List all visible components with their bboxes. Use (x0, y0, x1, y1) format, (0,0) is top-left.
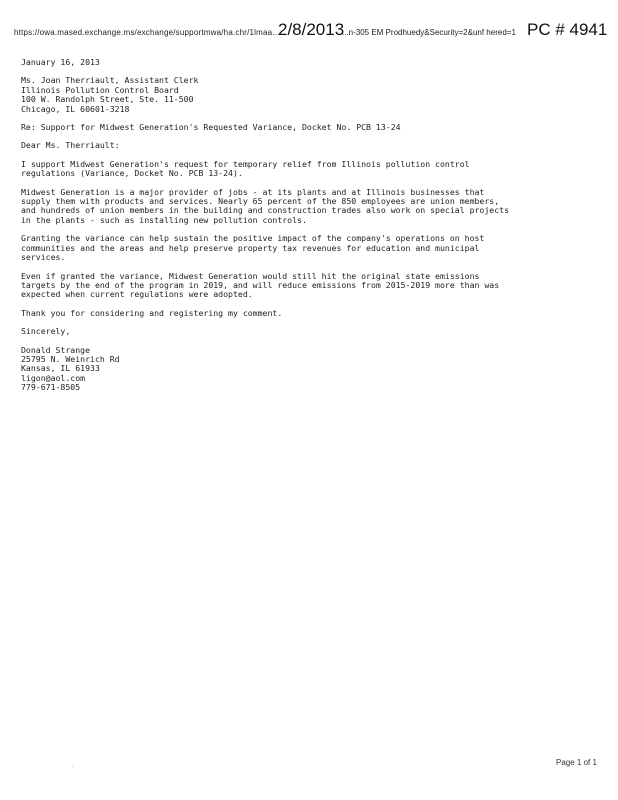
paragraph-line: Granting the variance can help sustain the positive impact of the company's operations on host (21, 233, 485, 244)
paragraph (21, 234, 581, 262)
paragraph-line: I support Midwest Generation's request for temporary relief from Illinois pollution control (21, 158, 470, 169)
recipient-line: Illinois Pollution Control Board (21, 84, 179, 95)
paragraph-line: expected when current regulations were adopted. (21, 289, 253, 300)
signature-name: Donald Strange (21, 344, 91, 355)
closing: Sincerely, (21, 326, 71, 337)
paragraph-line: in the plants - such as installing new pollution controls. (21, 214, 307, 225)
paragraph-line: and hundreds of union members in the building and construction trades also work on special projects (21, 205, 509, 216)
paragraph-line: Midwest Generation is a major provider of jobs - at its plants and at Illinois businesses that (21, 186, 485, 197)
header-url: https://owa.mased.exchange.ms/exchange/supportmwa/ha.chr/1lmaa... (14, 28, 280, 37)
re-line: Re: Support for Midwest Generation's Requested Variance, Docket No. PCB 13-24 (21, 122, 401, 133)
paragraph (21, 272, 581, 300)
paragraph-line: supply them with products and services. Nearly 65 percent of the 850 employees are union members, (21, 196, 500, 207)
signature-block (21, 346, 581, 393)
recipient-line: 100 W. Randolph Street, Ste. 11-500 (21, 94, 194, 105)
signature-address: 25795 N. Weinrich Rd (21, 353, 120, 364)
recipient-line: Ms. Joan Therriault, Assistant Clerk (21, 75, 199, 86)
paragraph-line: services. (21, 252, 66, 263)
fax-header (0, 14, 618, 44)
salutation: Dear Ms. Therriault: (21, 140, 120, 151)
signature-phone: 779-671-8505 (21, 382, 81, 393)
paragraph-line: Thank you for considering and registering my comment. (21, 307, 283, 318)
paragraph-line: targets by the end of the program in 2019, and will reduce emissions from 2015-2019 more than was (21, 279, 500, 290)
footer-mark: . (72, 763, 74, 769)
letter-date: January 16, 2013 (21, 57, 100, 67)
header-date: 2/8/2013 (278, 20, 345, 39)
paragraph (21, 309, 581, 318)
signature-email: ligon@aol.com (21, 372, 86, 383)
paragraph-line: regulations (Variance, Docket No. PCB 13-24). (21, 168, 243, 179)
recipient-block (21, 76, 581, 114)
paragraph-line: Even if granted the variance, Midwest Generation would still hit the original state emissions (21, 270, 480, 281)
header-source: ...n-305 EM Prodhuedy&Security=2&unf hered=1 (342, 28, 516, 37)
recipient-line: Chicago, IL 60601-3218 (21, 103, 130, 114)
paragraph-line: communities and the areas and help preserve property tax revenues for education and municipal (21, 242, 480, 253)
paragraph (21, 188, 581, 226)
signature-city: Kansas, IL 61933 (21, 363, 100, 374)
page-number: Page 1 of 1 (556, 758, 597, 767)
public-comment-number: PC # 4941 (527, 20, 608, 39)
letter-body (21, 58, 581, 393)
paragraph (21, 160, 581, 179)
